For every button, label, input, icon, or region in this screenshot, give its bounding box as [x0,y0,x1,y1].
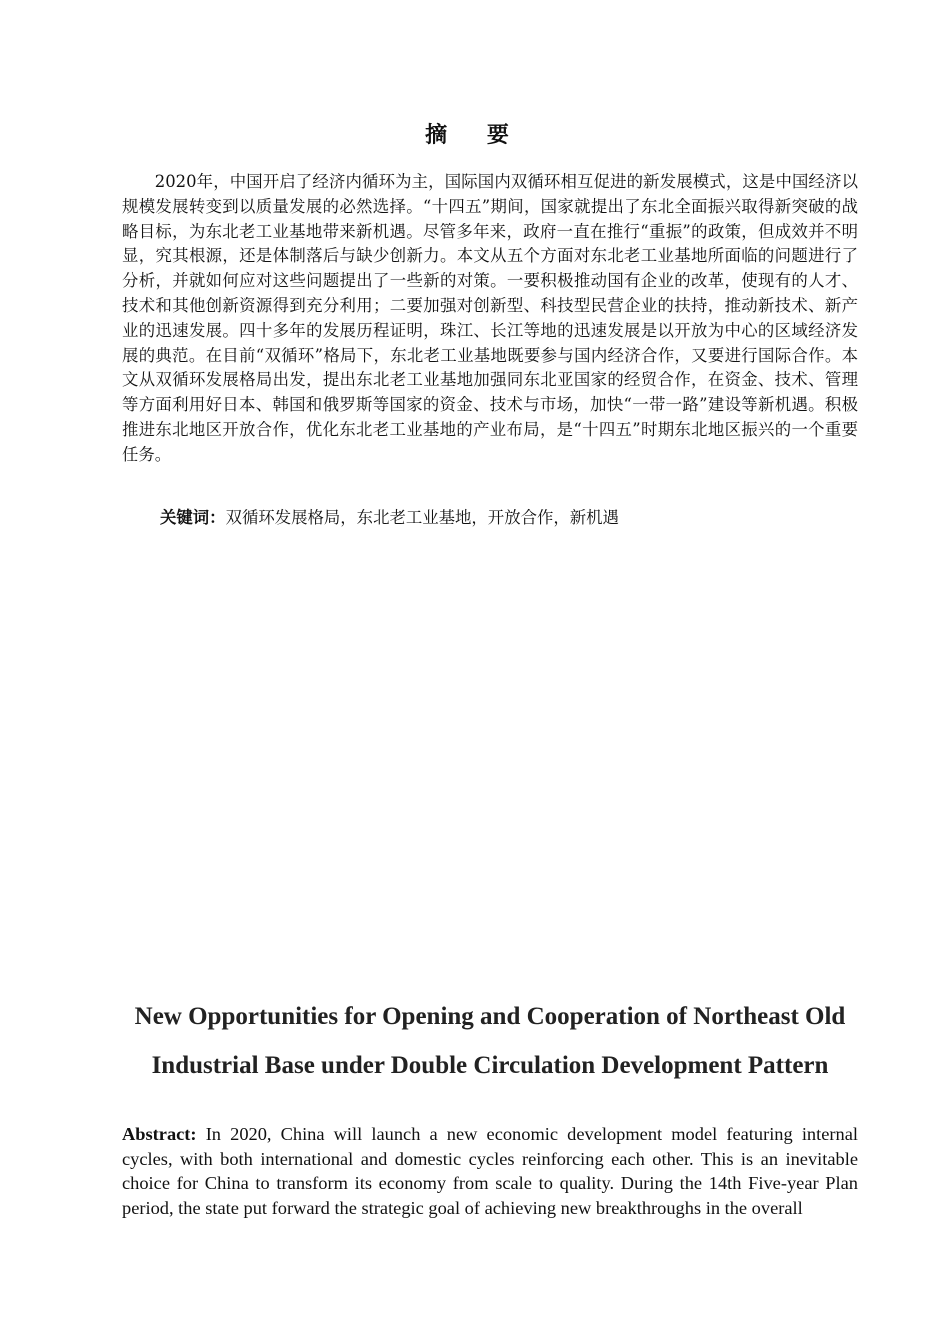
chinese-keywords [160,506,619,530]
english-title-line-2: Industrial Base under Double Circulation Development Pattern [151,1052,829,1079]
english-abstract-label: Abstract: [122,1124,197,1144]
chinese-keywords-label: 关键词： [160,508,226,527]
chinese-keywords-text: 双循环发展格局，东北老工业基地，开放合作，新机遇 [225,508,619,527]
english-abstract-body: In 2020, China will launch a new economic development model featuring internal cycles, with both international and domestic cycles reinforcing each other. This is an inevitable choice for China to transform its economy from scale to quality. During the 14th Five-year Plan period, the state put forward the strategic goal of achieving new breakthroughs in the overall [122,1124,858,1218]
english-title [100,992,880,1090]
chinese-abstract-body: 2020年，中国开启了经济内循环为主，国际国内双循环相互促进的新发展模式，这是中国经济以规模发展转变到以质量发展的必然选择。“十四五”期间，国家就提出了东北全面振兴取得新突破的战略目标，为东北老工业基地带来新机遇。尽管多年来，政府一直在推行“重振”的政策，但成效并不明显，究其根源，还是体制落后与缺少创新力。本文从五个方面对东北老工业基地所面临的问题进行了分析，并就如何应对这些问题提出了一些新的对策。一要积极推动国有企业的改革，使现有的人才、技术和其他创新资源得到充分利用；二要加强对创新型、科技型民营企业的扶持，推动新技术、新产业的迅速发展。四十多年的发展历程证明，珠江、长江等地的迅速发展是以开放为中心的区域经济发展的典范。在目前“双循环”格局下，东北老工业基地既要参与国内经济合作，又要进行国际合作。本文从双循环发展格局出发，提出东北老工业基地加强同东北亚国家的经贸合作，在资金、技术、管理等方面利用好日本、韩国和俄罗斯等国家的资金、技术与市场，加快“一带一路”建设等新机遇。积极推进东北地区开放合作，优化东北老工业基地的产业布局，是“十四五”时期东北地区振兴的一个重要任务。 [122,172,858,464]
english-title-line-1: New Opportunities for Opening and Cooperation of Northeast Old [134,1003,846,1030]
chinese-abstract-heading: 摘 要 [425,123,525,148]
english-abstract [122,1122,858,1220]
